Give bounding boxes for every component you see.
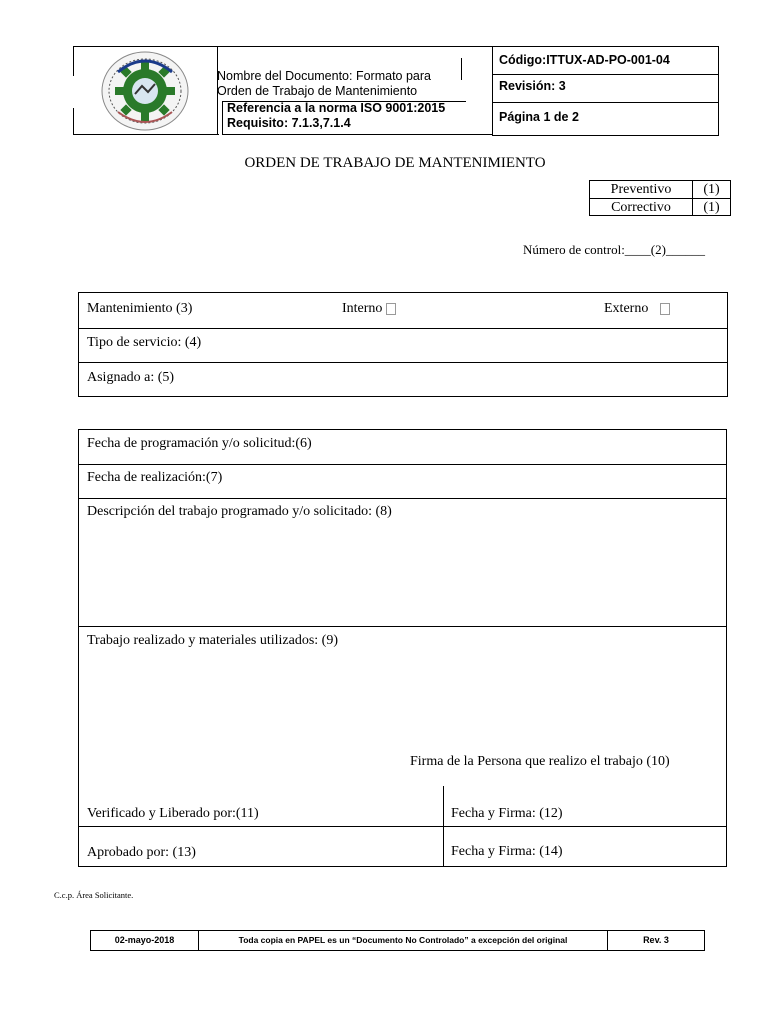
verificado-field[interactable]: Verificado y Liberado por:(11) [87, 806, 259, 821]
firma-persona-label: Firma de la Persona que realizo el trabajo (10) [410, 754, 670, 769]
interno-checkbox[interactable] [386, 303, 396, 315]
tipo-servicio-field[interactable]: Tipo de servicio: (4) [87, 335, 202, 350]
fecha-programacion-field[interactable]: Fecha de programación y/o solicitud:(6) [87, 436, 312, 451]
iso-reference-line1: Referencia a la norma ISO 9001:2015 [227, 101, 446, 115]
asignado-field[interactable]: Asignado a: (5) [87, 370, 175, 385]
document-revision: Revisión: 3 [499, 79, 566, 93]
externo-option[interactable] [604, 301, 670, 317]
info-divider-1 [493, 74, 718, 75]
document-name-line2: Orden de Trabajo de Mantenimiento [217, 84, 418, 98]
document-name-line1: Nombre del Documento: Formato para [217, 69, 431, 83]
trabajo-realizado-field[interactable]: Trabajo realizado y materiales utilizados: (9) [87, 633, 339, 648]
work-details-table [78, 429, 727, 867]
header-left-border-top [73, 46, 74, 76]
descripcion-field[interactable]: Descripción del trabajo programado y/o solicitado: (8) [87, 504, 392, 519]
section2-divider-4 [79, 826, 726, 827]
header-bracket-mark [461, 58, 462, 80]
document-info-table [492, 46, 719, 136]
section2-divider-3 [79, 626, 726, 627]
type-correctivo-label: Correctivo [611, 200, 671, 215]
ccp-note: C.c.p. Área Solicitante. [54, 890, 134, 900]
institution-logo [100, 50, 190, 132]
fecha-realizacion-field[interactable]: Fecha de realización:(7) [87, 470, 223, 485]
externo-checkbox[interactable] [660, 303, 670, 315]
interno-option[interactable] [342, 301, 396, 317]
fecha-firma-14-field[interactable]: Fecha y Firma: (14) [451, 844, 563, 859]
section1-divider-1 [79, 328, 727, 329]
footer-date: 02-mayo-2018 [114, 935, 175, 945]
footer-notice: Toda copia en PAPEL es un “Documento No Controlado” a excepción del original [238, 935, 568, 945]
externo-label: Externo [604, 301, 649, 316]
iso-reference [227, 101, 445, 131]
section2-divider-1 [79, 464, 726, 465]
section2-col-divider [443, 786, 444, 866]
section1-divider-2 [79, 362, 727, 363]
header-ref-left-border [222, 101, 223, 135]
info-divider-2 [493, 102, 718, 103]
document-code: Código:ITTUX-AD-PO-001-04 [499, 53, 670, 67]
fecha-firma-12-field[interactable]: Fecha y Firma: (12) [451, 806, 563, 821]
maintenance-info-table [78, 292, 728, 397]
interno-label: Interno [342, 301, 383, 316]
control-number: Número de control:____(2)______ [523, 242, 705, 257]
document-name [217, 69, 431, 99]
footer-rev: Rev. 3 [643, 935, 669, 945]
document-page: Página 1 de 2 [499, 110, 579, 124]
form-title: ORDEN DE TRABAJO DE MANTENIMIENTO [244, 155, 546, 171]
header-left-border-bottom [73, 108, 74, 135]
type-correctivo-value: (1) [703, 200, 720, 215]
maintenance-type-table [589, 180, 731, 216]
type-preventivo-label: Preventivo [610, 182, 672, 197]
aprobado-field[interactable]: Aprobado por: (13) [87, 845, 196, 860]
iso-reference-line2: Requisito: 7.1.3,7.1.4 [227, 116, 351, 130]
header-logo-bottom-border [73, 134, 219, 135]
type-preventivo-value: (1) [703, 182, 720, 197]
header-top-border [73, 46, 492, 47]
document-footer [90, 930, 705, 951]
header-ref-bottom-border [222, 134, 493, 135]
mantenimiento-label: Mantenimiento (3) [87, 301, 193, 316]
section2-divider-2 [79, 498, 726, 499]
